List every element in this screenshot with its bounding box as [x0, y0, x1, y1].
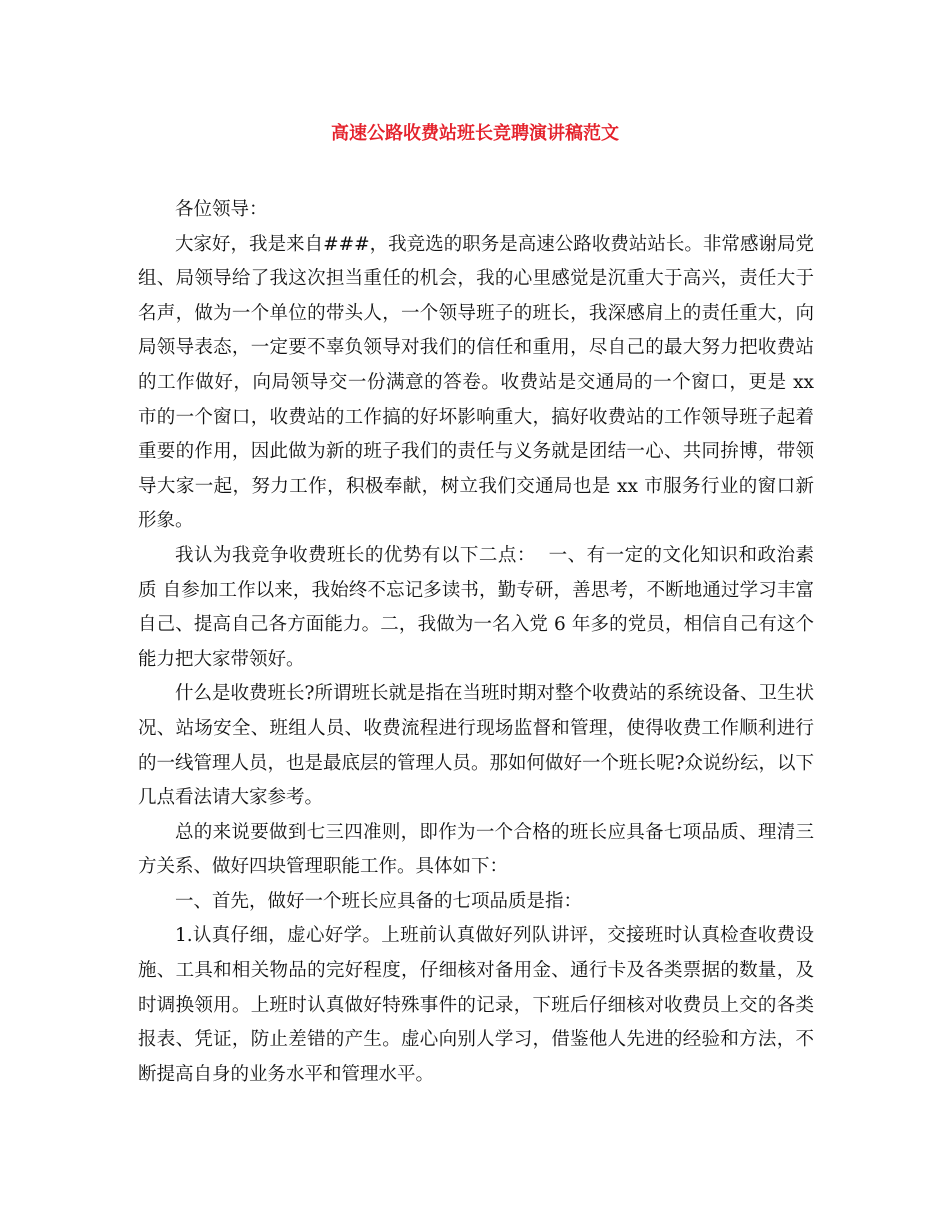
paragraph-advantages: 我认为我竞争收费班长的优势有以下二点： 一、有一定的文化知识和政治素质 自参加工作以来，我始终不忘记多读书，勤专研，善思考，不断地通过学习丰富自己、提高自己各方面能力。二，我做为一名入党 6 年多的党员，相信自己有这个能力把大家带领好。	[138, 544, 814, 670]
document-body	[138, 193, 820, 1092]
paragraph-section-heading: 一、首先，做好一个班长应具备的七项品质是指：	[175, 890, 583, 912]
paragraph-salutation: 各位领导：	[175, 199, 268, 220]
paragraph-principles: 总的来说要做到七三四准则，即作为一个合格的班长应具备七项品质、理清三方关系、做好四块管理职能工作。具体如下：	[138, 821, 814, 878]
document-title: 高速公路收费站班长竞聘演讲稿范文	[331, 123, 619, 144]
paragraph-definition: 什么是收费班长?所谓班长就是指在当班时期对整个收费站的系统设备、卫生状况、站场安全、班组人员、收费流程进行现场监督和管理，使得收费工作顺利进行的一线管理人员，也是最底层的管理人员。那如何做好一个班长呢?众说纷纭，以下几点看法请大家参考。	[138, 683, 814, 809]
paragraph-point-one: 1.认真仔细，虚心好学。上班前认真做好列队讲评，交接班时认真检查收费设施、工具和相关物品的完好程度，仔细核对备用金、通行卡及各类票据的数量，及时调换领用。上班时认真做好特殊事件的记录，下班后仔细核对收费员上交的各类报表、凭证，防止差错的产生。虚心向别人学习，借鉴他人先进的经验和方法，不断提高自身的业务水平和管理水平。	[138, 925, 814, 1085]
paragraph-introduction: 大家好，我是来自###，我竞选的职务是高速公路收费站站长。非常感谢局党组、局领导给了我这次担当重任的机会，我的心里感觉是沉重大于高兴，责任大于名声，做为一个单位的带头人，一个领导班子的班长，我深感肩上的责任重大，向局领导表态，一定要不辜负领导对我们的信任和重用，尽自己的最大努力把收费站的工作做好，向局领导交一份满意的答卷。收费站是交通局的一个窗口，更是 xx 市的一个窗口，收费站的工作搞的好坏影响重大，搞好收费站的工作领导班子起着重要的作用，因此做为新的班子我们的责任与义务就是团结一心、共同拚博，带领导大家一起，努力工作，积极奉献，树立我们交通局也是 xx 市服务行业的窗口新形象。	[138, 233, 820, 532]
